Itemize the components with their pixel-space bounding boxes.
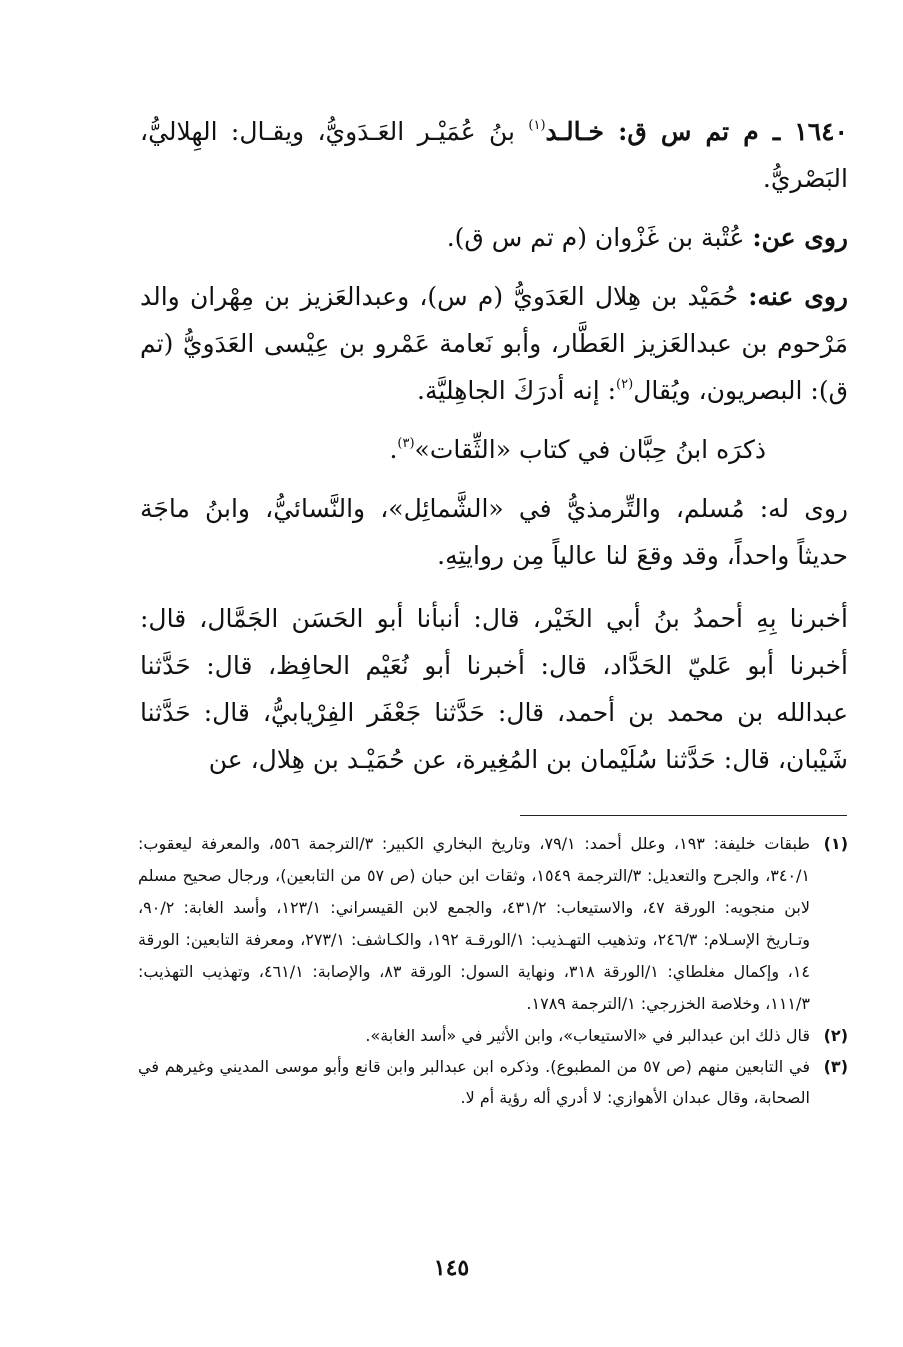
footnote-text: في التابعين منهم (ص ٥٧ من المطبوع). وذكره ابن عبدالبر وابن قانع وأبو موسى المديني وغيرهم في الصحابة، وقال عبدان الأهوازي: لا أدري أله رؤية أم لا. — [138, 1057, 810, 1107]
narrators-text: حُمَيْد بن هِلال العَدَويُّ (م س)، وعبدالعَزيز بن مِهْران والد مَرْحوم بن عبدالعَزيز العَطَّار، وأبو نَعامة عَمْرو بن عِيْسى العَدَويُّ (تم ق): البصريون، ويُقال — [140, 282, 848, 405]
footnotes — [138, 828, 848, 1113]
mention-text: ذكرَه ابنُ حِبَّان في كتاب «الثِّقات» — [414, 435, 766, 464]
footnote-text: طبقات خليفة: ١٩٣، وعلل أحمد: ٧٩/١، وتاريخ البخاري الكبير: ٣/الترجمة ٥٥٦، والمعرفة ليعقوب: ٣٤٠/١، والجرح والتعديل: ٣/الترجمة ١٥٤٩، وثقات ابن حبان (ص ٥٧ من التابعين)، ورجال صحيح مسلم لابن منجويه: الورقة ٤٧، والاستيعاب: ٤٣١/٢، والجمع لابن القيسراني: ١٢٣/١، وأسد الغابة: ٩٠/٢، وتـاريخ الإسـلام: ٢٤٦/٣، وتذهيب التهـذيب: ١/الورقـة ١٩٢، والكـاشف: ٢٧٣/١، ومعرفة التابعين: الورقة ١٤، وإكمال مغلطاي: ١/الورقة ٣١٨، ونهاية السول: الورقة ٨٣، والإصابة: ٤٦١/١، وتهذيب التهذيب: ١١١/٣، وخلاصة الخزرجي: ١/الترجمة ١٧٨٩. — [138, 834, 811, 1013]
narrated-by-paragraph: روى له: مُسلم، والتِّرمذيُّ في «الشَّمائِل»، والنَّسائيُّ، وابنُ ماجَة حديثاً واحداً، وقد وقعَ لنا عالياً مِن روايتِهِ. — [140, 494, 848, 570]
footnote-separator — [520, 815, 847, 816]
mention-paragraph — [140, 426, 848, 473]
isnad-paragraph: أخبرنا بِهِ أحمدُ بنُ أبي الخَيْر، قال: أنبأنا أبو الحَسَن الجَمَّال، قال: أخبرنا أبو عَليّ الحَدَّاد، قال: أخبرنا أبو نُعَيْم الحافِظ، قال: حَدَّثنا عبدالله بن محمد بن أحمد، قال: حَدَّثنا جَعْفَر الفِرْيابيُّ، قال: حَدَّثنا شَيْبان، قال: حَدَّثنا سُلَيْمان بن المُغِيرة، عن حُمَيْـد بن هِلال، عن — [140, 604, 848, 774]
narrated-from-label: روى عن: — [752, 223, 848, 252]
entry-heading-rest: بنُ عُمَيْـر العَـدَويُّ، ويقـال: الهِلاليُّ، البَصْريُّ. — [140, 117, 848, 193]
footnote-1 — [138, 828, 848, 1020]
narrated-from-paragraph — [140, 214, 848, 261]
footnote-text: قال ذلك ابن عبدالبر في «الاستيعاب»، وابن الأثير في «أسد الغابة». — [365, 1026, 810, 1045]
mention-text-end: . — [389, 435, 398, 464]
narrators-paragraph — [140, 273, 848, 414]
footnote-number: (١) — [823, 834, 848, 853]
entry-heading-label: ١٦٤٠ ـ م تم س ق: خـالـد — [545, 117, 848, 146]
narrators-text-end: : إنه أدرَكَ الجاهِليَّة. — [417, 376, 617, 405]
footnote-ref-3[interactable]: (٣) — [397, 436, 415, 451]
page-number: ١٤٥ — [433, 1255, 470, 1281]
narrators-label: روى عنه: — [748, 282, 848, 311]
footnote-ref-1[interactable]: (١) — [528, 118, 546, 133]
narrated-from-text: عُتْبة بن غَزْوان (م تم س ق). — [446, 223, 753, 252]
footnote-3 — [138, 1051, 848, 1113]
footnote-number: (٢) — [823, 1026, 848, 1045]
entry-heading — [140, 108, 848, 202]
main-text — [140, 108, 848, 783]
footnote-number: (٣) — [823, 1057, 848, 1076]
footnote-2 — [138, 1020, 848, 1051]
footnote-ref-2[interactable]: (٢) — [616, 377, 634, 392]
